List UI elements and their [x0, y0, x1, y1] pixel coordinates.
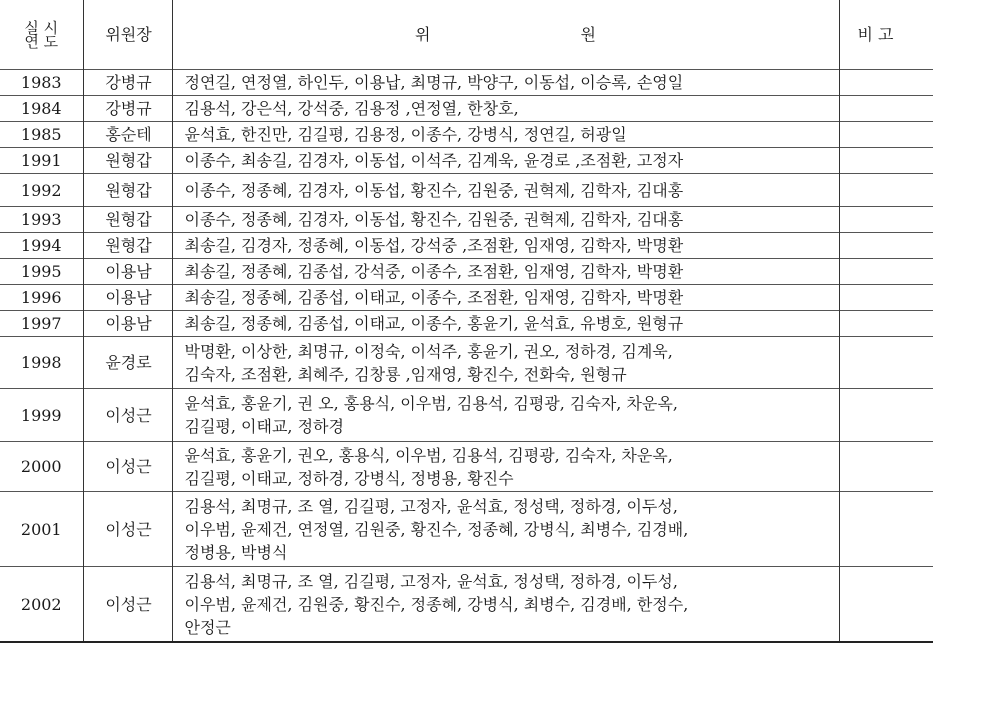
members-cell: 윤석효, 홍윤기, 권 오, 홍용식, 이우범, 김용석, 김평광, 김숙자, 차운옥, 김길평, 이태교, 정하경	[172, 389, 839, 442]
year-cell: 1992	[0, 174, 83, 207]
year-cell: 1985	[0, 122, 83, 148]
table-row	[0, 70, 933, 96]
note-cell	[839, 207, 933, 233]
members-cell: 최송길, 정종혜, 김종섭, 강석중, 이종수, 조점환, 임재영, 김학자, 박명환	[172, 259, 839, 285]
year-cell: 1984	[0, 96, 83, 122]
note-cell	[839, 567, 933, 643]
note-cell	[839, 389, 933, 442]
chair-cell: 이성근	[83, 492, 172, 567]
members-cell: 이종수, 정종혜, 김경자, 이동섭, 황진수, 김원중, 권혁제, 김학자, 김대홍	[172, 207, 839, 233]
chair-cell: 이성근	[83, 442, 172, 492]
note-cell	[839, 311, 933, 337]
header-members	[172, 0, 839, 70]
note-cell	[839, 148, 933, 174]
note-cell	[839, 442, 933, 492]
year-cell: 2000	[0, 442, 83, 492]
header-year	[0, 0, 83, 70]
members-cell: 이종수, 정종혜, 김경자, 이동섭, 황진수, 김원중, 권혁제, 김학자, 김대홍	[172, 174, 839, 207]
table-row	[0, 311, 933, 337]
table-row	[0, 207, 933, 233]
header-year-line2: 연 도	[24, 32, 59, 51]
note-cell	[839, 285, 933, 311]
year-cell: 1995	[0, 259, 83, 285]
header-chair: 위원장	[83, 0, 172, 70]
chair-cell: 원형갑	[83, 233, 172, 259]
header-note: 비 고	[857, 25, 894, 44]
members-cell: 윤석효, 홍윤기, 권오, 홍용식, 이우범, 김용석, 김평광, 김숙자, 차운옥, 김길평, 이태교, 정하경, 강병식, 정병용, 황진수	[172, 442, 839, 492]
header-members-1: 위	[415, 25, 431, 44]
table-row	[0, 259, 933, 285]
year-cell: 1994	[0, 233, 83, 259]
year-cell: 1983	[0, 70, 83, 96]
table-row	[0, 285, 933, 311]
table-row	[0, 148, 933, 174]
table-row	[0, 96, 933, 122]
chair-cell: 원형갑	[83, 174, 172, 207]
header-members-2: 원	[580, 25, 596, 44]
chair-cell: 이성근	[83, 567, 172, 643]
year-cell: 1993	[0, 207, 83, 233]
table-row	[0, 492, 933, 567]
table-row	[0, 233, 933, 259]
note-cell	[839, 259, 933, 285]
members-cell: 김용석, 강은석, 강석중, 김용정 ,연정열, 한창호,	[172, 96, 839, 122]
table-header-row	[0, 0, 933, 70]
members-cell: 최송길, 정종혜, 김종섭, 이태교, 이종수, 홍윤기, 윤석효, 유병호, 원형규	[172, 311, 839, 337]
note-cell	[839, 122, 933, 148]
table-row	[0, 567, 933, 643]
members-cell: 정연길, 연정열, 하인두, 이용납, 최명규, 박양구, 이동섭, 이승록, 손영일	[172, 70, 839, 96]
members-cell: 이종수, 최송길, 김경자, 이동섭, 이석주, 김계욱, 윤경로 ,조점환, 고정자	[172, 148, 839, 174]
table-row	[0, 174, 933, 207]
chair-cell: 원형갑	[83, 148, 172, 174]
note-cell	[839, 174, 933, 207]
table-row	[0, 389, 933, 442]
members-cell: 최송길, 김경자, 정종혜, 이동섭, 강석중 ,조점환, 임재영, 김학자, 박명환	[172, 233, 839, 259]
members-cell: 김용석, 최명규, 조 열, 김길평, 고정자, 윤석효, 정성택, 정하경, 이두성, 이우범, 윤제건, 김원중, 황진수, 정종혜, 강병식, 최병수, 김경배, 한정수, 안정근	[172, 567, 839, 643]
chair-cell: 이용남	[83, 259, 172, 285]
year-cell: 1997	[0, 311, 83, 337]
year-cell: 1999	[0, 389, 83, 442]
year-cell: 1996	[0, 285, 83, 311]
members-cell: 박명환, 이상한, 최명규, 이정숙, 이석주, 홍윤기, 권오, 정하경, 김계욱, 김숙자, 조점환, 최혜주, 김창룡 ,임재영, 황진수, 전화숙, 원형규	[172, 337, 839, 389]
year-cell: 2001	[0, 492, 83, 567]
note-cell	[839, 70, 933, 96]
year-cell: 1998	[0, 337, 83, 389]
table-row	[0, 337, 933, 389]
note-cell	[839, 492, 933, 567]
chair-cell: 이용남	[83, 311, 172, 337]
chair-cell: 강병규	[83, 70, 172, 96]
note-cell	[839, 337, 933, 389]
chair-cell: 홍순테	[83, 122, 172, 148]
header-year-line1: 실 시	[24, 18, 59, 37]
note-cell	[839, 233, 933, 259]
year-cell: 2002	[0, 567, 83, 643]
members-cell: 김용석, 최명규, 조 열, 김길평, 고정자, 윤석효, 정성택, 정하경, 이두성, 이우범, 윤제건, 연정열, 김원중, 황진수, 정종혜, 강병식, 최병수, 김경배, 정병용, 박병식	[172, 492, 839, 567]
chair-cell: 이용남	[83, 285, 172, 311]
chair-cell: 윤경로	[83, 337, 172, 389]
year-cell: 1991	[0, 148, 83, 174]
note-cell	[839, 96, 933, 122]
table-row	[0, 442, 933, 492]
members-cell: 최송길, 정종혜, 김종섭, 이태교, 이종수, 조점환, 임재영, 김학자, 박명환	[172, 285, 839, 311]
chair-cell: 이성근	[83, 389, 172, 442]
table-row	[0, 122, 933, 148]
members-cell: 윤석효, 한진만, 김길평, 김용정, 이종수, 강병식, 정연길, 허광일	[172, 122, 839, 148]
chair-cell: 원형갑	[83, 207, 172, 233]
chair-cell: 강병규	[83, 96, 172, 122]
